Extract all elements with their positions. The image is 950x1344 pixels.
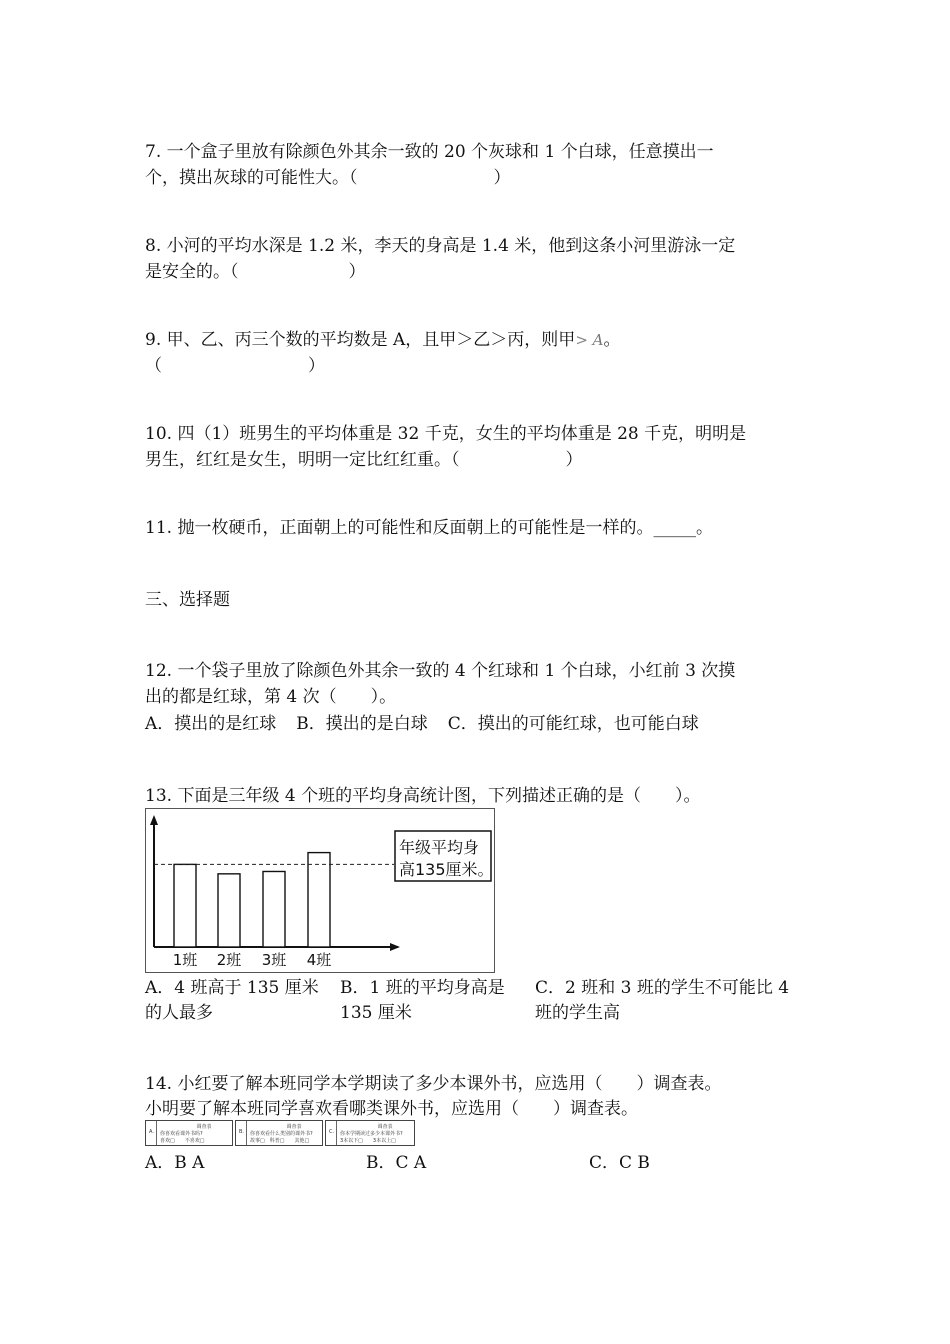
section-title: 三、选择题 (145, 590, 230, 610)
survey-c-options: 3本以下□ 3本以上□ (340, 1138, 396, 1144)
q13-option-b-line1[interactable]: B．1 班的平均身高是 (340, 978, 505, 998)
q14-line2: 小明要了解本班同学喜欢看哪类课外书，应选用（ ）调查表。 (145, 1099, 638, 1119)
q7-close-paren: ） (493, 168, 511, 188)
q8-line2-text: 是安全的。（ (145, 262, 239, 282)
q14-line1: 14. 小红要了解本班同学本学期读了多少本课外书，应选用（ ）调查表。 (145, 1074, 722, 1094)
y-axis-arrow (150, 815, 158, 825)
q9-line2 (145, 353, 325, 379)
bar-4 (308, 853, 330, 947)
survey-table-a (145, 1120, 233, 1146)
q10-line2 (145, 447, 583, 473)
q9-line1-text: 9. 甲、乙、丙三个数的平均数是 A，且甲＞乙＞丙，则甲 (145, 330, 576, 350)
q9-line1-end: 。 (603, 330, 621, 350)
q11-line1: 11. 抛一枚硬币，正面朝上的可能性和反面朝上的可能性是一样的。_____。 (145, 518, 713, 538)
survey-a-options: 喜欢□ 不喜欢□ (160, 1138, 205, 1144)
q9-line1 (145, 327, 621, 353)
q13-option-a-line2: 的人最多 (145, 1003, 213, 1023)
bar-chart (145, 808, 495, 973)
survey-c-divider (336, 1121, 337, 1145)
q10-close-paren: ） (565, 450, 583, 470)
q10-line2-text: 男生，红红是女生，明明一定比红红重。（ (145, 450, 460, 470)
q13-line1: 13. 下面是三年级 4 个班的平均身高统计图，下列描述正确的是（ ）。 (145, 786, 701, 806)
x-tick-label: 4班 (306, 951, 332, 969)
survey-c-title: 调查表 (377, 1124, 393, 1130)
survey-b-divider (246, 1121, 247, 1145)
survey-a-question: 你喜欢看课外书吗? (160, 1131, 203, 1137)
q12-option-c[interactable]: C．摸出的可能红球，也可能白球 (447, 714, 699, 734)
q13-option-a-line1[interactable]: A．4 班高于 135 厘米 (145, 978, 319, 998)
q8-line2 (145, 259, 366, 285)
q10-line1: 10. 四（1）班男生的平均体重是 32 千克，女生的平均体重是 28 千克，明明是 (145, 424, 747, 444)
survey-b-title: 调查表 (286, 1124, 302, 1130)
q8-close-paren: ） (348, 262, 366, 282)
q7-line1: 7. 一个盒子里放有除颜色外其余一致的 20 个灰球和 1 个白球，任意摸出一 (145, 142, 714, 162)
survey-b-question: 你喜欢看什么类别的课外书? (250, 1131, 313, 1137)
q9-open-paren: （ (145, 356, 162, 376)
x-tick-label: 2班 (216, 951, 242, 969)
survey-table-c (325, 1120, 415, 1146)
q12-option-a[interactable]: A．摸出的是红球 (145, 714, 277, 734)
q12-line2: 出的都是红球，第 4 次（ ）。 (145, 687, 397, 707)
survey-a-letter: A. (149, 1129, 154, 1135)
annotation-label: 年级平均身 (399, 838, 480, 857)
q14-option-b[interactable]: B．C A (366, 1153, 427, 1173)
survey-b-options: 故事□ 科普□ 其他□ (250, 1138, 310, 1144)
q9-formula-image: > A (575, 331, 604, 349)
survey-a-title: 调查表 (196, 1124, 212, 1130)
survey-c-letter: C. (329, 1129, 335, 1135)
q12-options (145, 711, 699, 737)
q8-line1: 8. 小河的平均水深是 1.2 米，李天的身高是 1.4 米，他到这条小河里游泳一定 (145, 236, 736, 256)
q13-option-c-line1[interactable]: C．2 班和 3 班的学生不可能比 4 (535, 978, 790, 998)
bar-3 (263, 871, 285, 947)
bar-2 (218, 874, 240, 947)
q12-option-b[interactable]: B．摸出的是白球 (296, 714, 428, 734)
survey-a-divider (156, 1121, 157, 1145)
q7-line2-text: 个，摸出灰球的可能性大。（ (145, 168, 358, 188)
bar-chart-svg (146, 809, 496, 974)
survey-b-letter: B. (239, 1129, 245, 1135)
q14-option-c[interactable]: C．C B (589, 1153, 650, 1173)
bar-1 (174, 864, 196, 947)
x-axis-arrow (390, 943, 400, 951)
q7-line2 (145, 165, 511, 191)
survey-c-question: 你本学期读过多少本课外书? (340, 1131, 403, 1137)
x-tick-label: 3班 (261, 951, 287, 969)
survey-table-b (235, 1120, 323, 1146)
q12-line1: 12. 一个袋子里放了除颜色外其余一致的 4 个红球和 1 个白球，小红前 3 次摸 (145, 661, 736, 681)
x-tick-label: 1班 (172, 951, 198, 969)
q13-option-b-line2: 135 厘米 (340, 1003, 412, 1023)
q14-option-a[interactable]: A．B A (145, 1153, 205, 1173)
q9-close-paren: ） (308, 356, 325, 376)
annotation-label: 高135厘米。 (399, 860, 494, 879)
q13-option-c-line2: 班的学生高 (535, 1003, 620, 1023)
